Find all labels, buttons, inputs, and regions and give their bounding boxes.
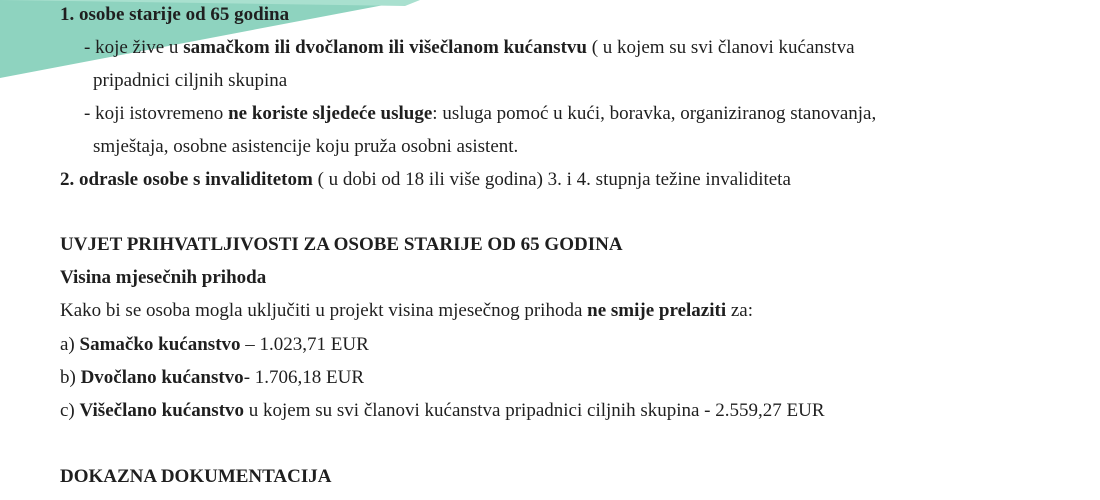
income-subheading: Visina mjesečnih prihoda [60,267,267,288]
documentation-heading: DOKAZNA DOKUMENTACIJA [60,466,332,487]
income-limit-two-member: b) Dvočlano kućanstvo- 1.706,18 EUR [60,367,365,388]
income-limit-multi-member: c) Višečlano kućanstvo u kojem su svi članovi kućanstva pripadnici ciljnih skupina - 2.559,27 EUR [60,400,825,421]
group-1-condition-services: - koji istovremeno ne koriste sljedeće usluge: usluga pomoć u kući, boravka, organiziranog stanovanja, [84,103,877,124]
income-intro: Kako bi se osoba mogla uključiti u projekt visina mjesečnog prihoda ne smije prelaziti za: [60,300,754,321]
income-limit-single: a) Samačko kućanstvo – 1.023,71 EUR [60,334,369,355]
group-1-condition-household: - koje žive u samačkom ili dvočlanom ili višečlanom kućanstvu ( u kojem su svi članovi kućanstva [84,37,855,58]
eligibility-heading: UVJET PRIHVATLJIVOSTI ZA OSOBE STARIJE OD 65 GODINA [60,234,623,255]
group-1-condition-household-continued: pripadnici ciljnih skupina [93,70,288,91]
eligible-group-2: 2. odrasle osobe s invaliditetom ( u dobi od 18 ili više godina) 3. i 4. stupnja težine invaliditeta [60,169,791,190]
eligible-group-1-title: 1. osobe starije od 65 godina [60,4,290,25]
group-1-condition-services-continued: smještaja, osobne asistencije koju pruža osobni asistent. [93,136,519,157]
